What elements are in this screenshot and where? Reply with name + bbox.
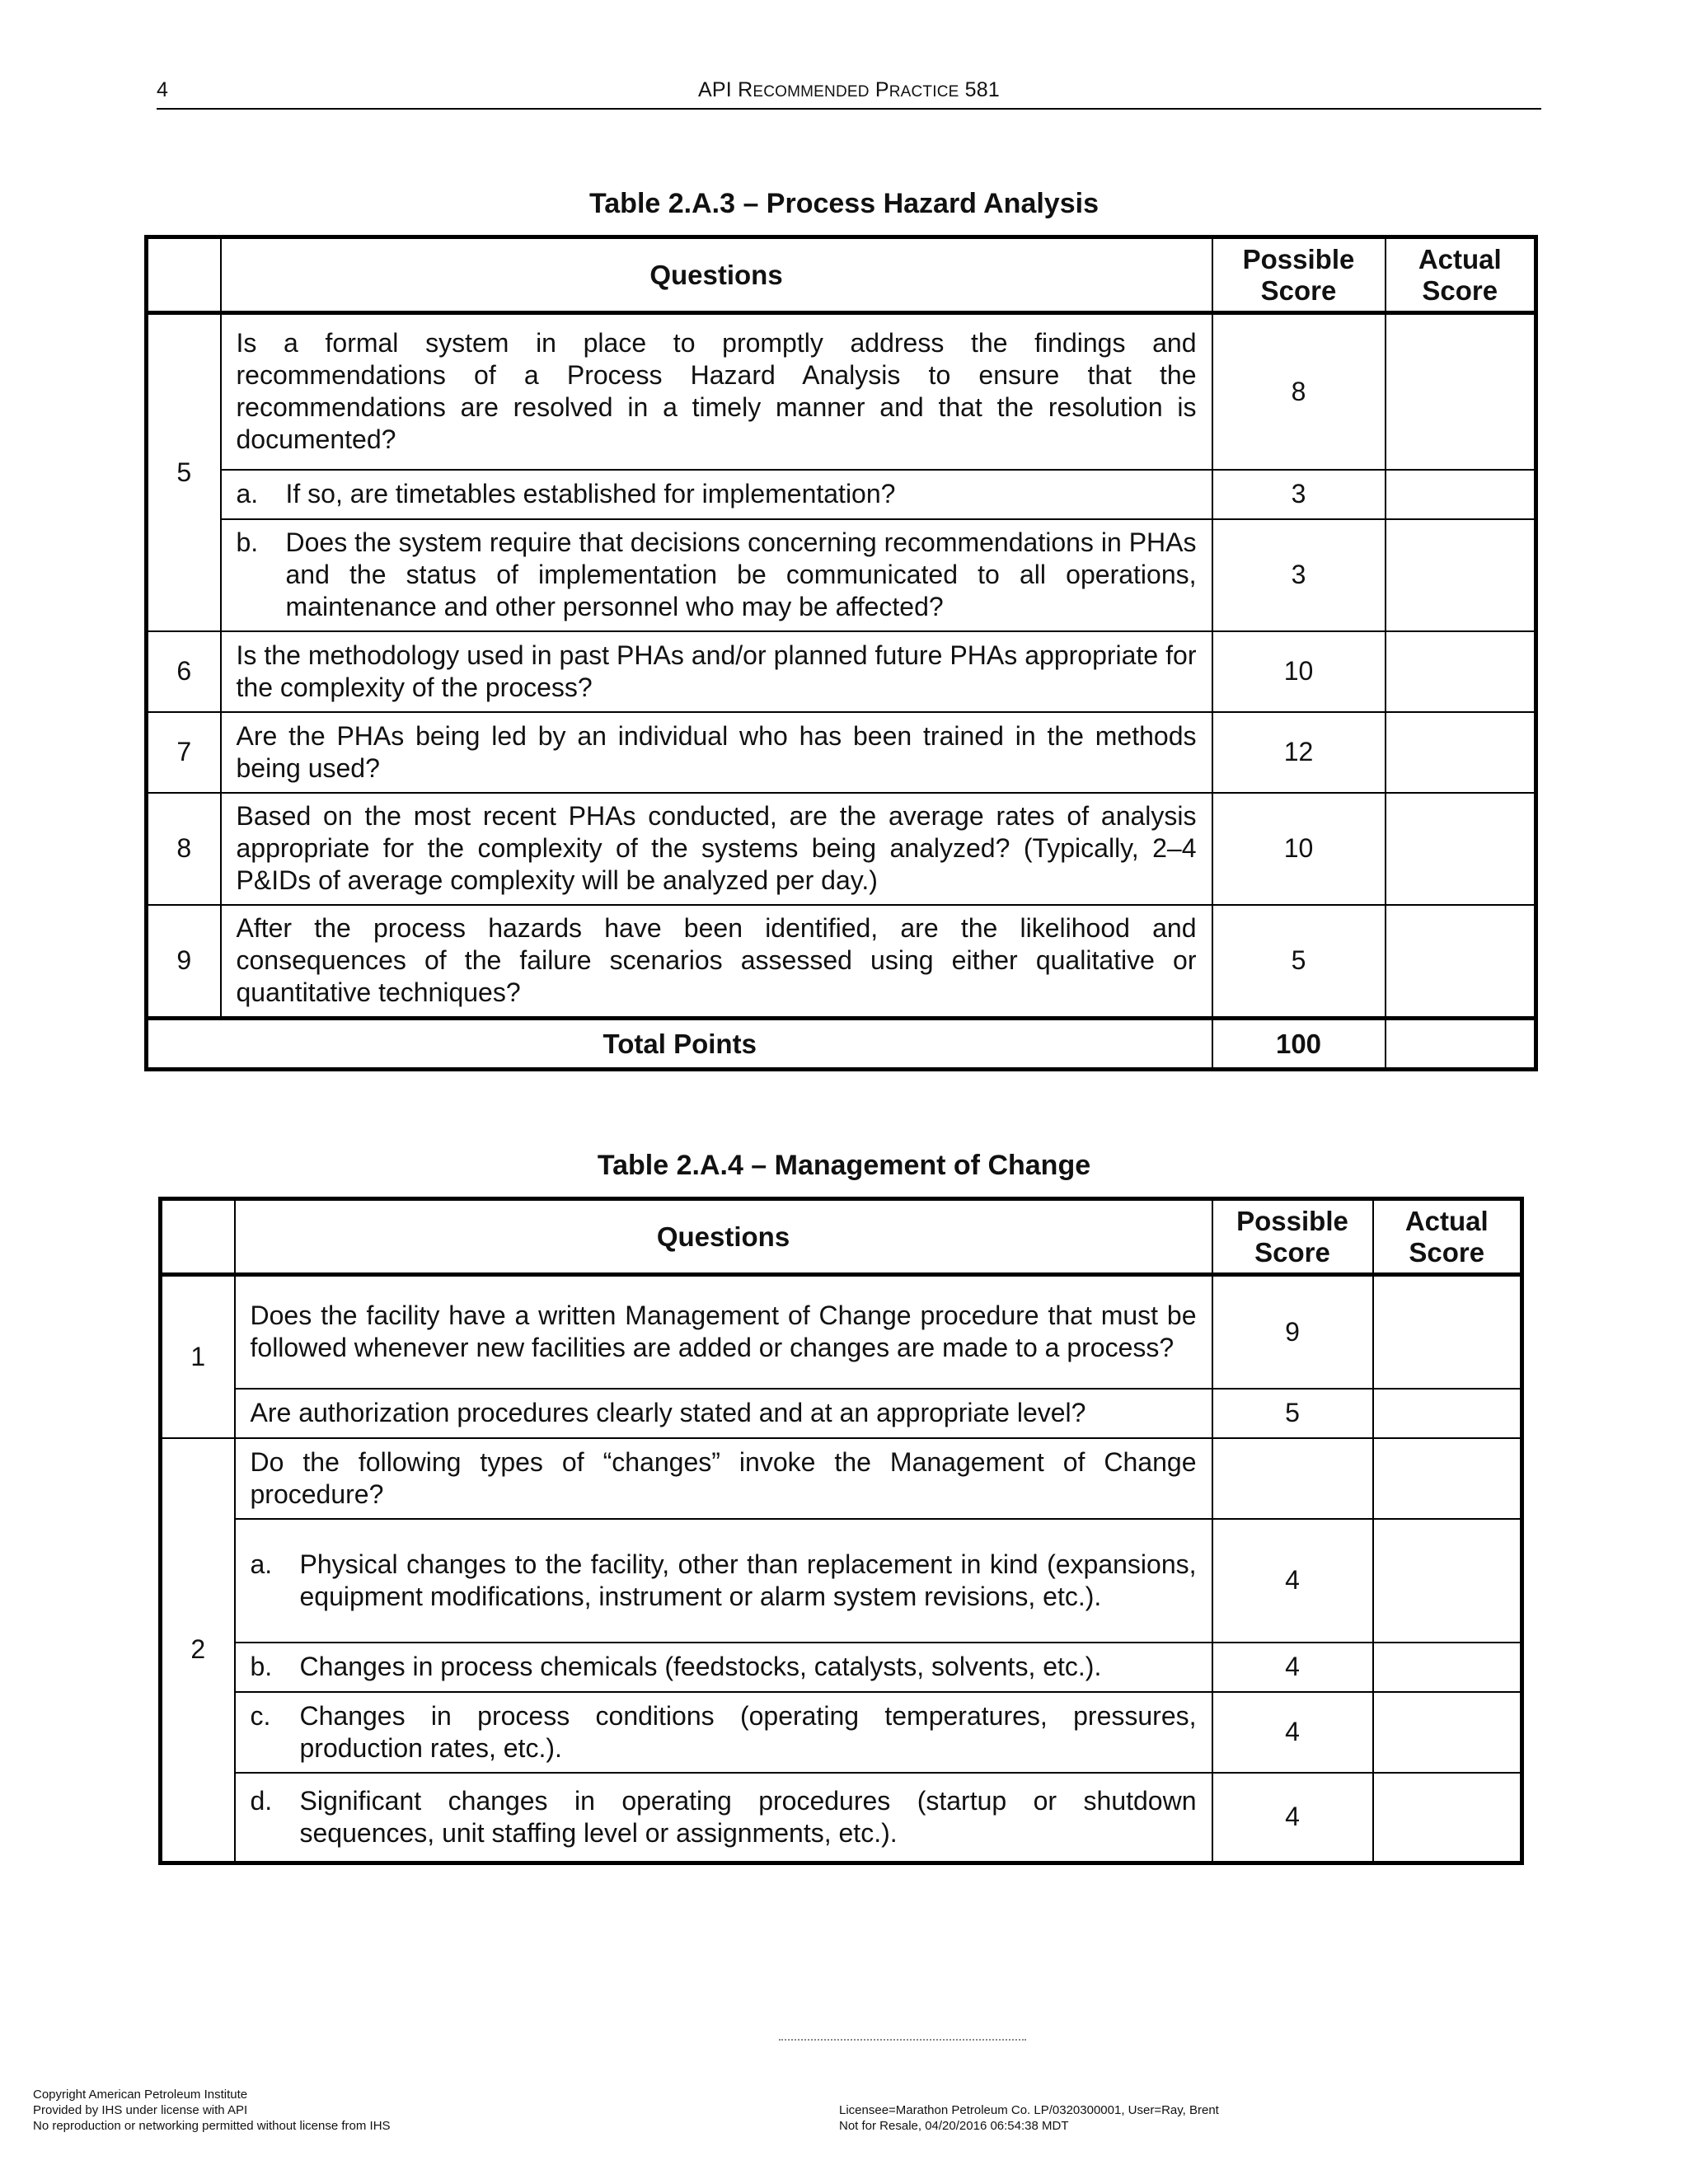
actual-score-cell[interactable] — [1386, 712, 1536, 793]
question-text: Do the following types of “changes” invoke the Management of Change procedure? — [235, 1438, 1212, 1519]
possible-score: 10 — [1212, 631, 1386, 712]
sub-question-letter: c. — [250, 1700, 271, 1731]
header-blank-cell — [161, 1199, 235, 1275]
header-possible-score: Possible Score — [1212, 1199, 1373, 1275]
actual-score-cell[interactable] — [1386, 905, 1536, 1019]
table-row — [147, 905, 1536, 1019]
possible-score — [1212, 1438, 1373, 1519]
table-row — [147, 470, 1536, 519]
possible-score: 5 — [1212, 1389, 1373, 1438]
sub-question — [221, 470, 1212, 519]
row-number: 5 — [147, 313, 221, 631]
possible-score: 4 — [1212, 1692, 1373, 1773]
running-title: API RECOMMENDED PRACTICE 581 — [698, 78, 1000, 101]
table-row — [161, 1643, 1522, 1692]
header-questions: Questions — [221, 237, 1212, 313]
sub-question-letter: b. — [236, 527, 259, 557]
question-text: Is the methodology used in past PHAs and/or planned future PHAs appropriate for the complexity of the process? — [221, 631, 1212, 712]
scan-artifact-divider — [779, 2039, 1026, 2044]
total-actual-score-cell[interactable] — [1386, 1019, 1536, 1070]
page-header — [157, 78, 1541, 110]
table-header-row — [161, 1199, 1522, 1275]
header-possible-score: Possible Score — [1212, 237, 1386, 313]
question-text: Does the facility have a written Management of Change procedure that must be followed whenever new facilities are added or changes are made to a process? — [235, 1275, 1212, 1389]
actual-score-cell[interactable] — [1386, 470, 1536, 519]
table-row — [161, 1275, 1522, 1389]
row-number: 9 — [147, 905, 221, 1019]
table-row — [161, 1389, 1522, 1438]
total-points-label: Total Points — [147, 1019, 1212, 1070]
sub-question — [235, 1519, 1212, 1643]
row-number: 6 — [147, 631, 221, 712]
table-header-row — [147, 237, 1536, 313]
total-row — [147, 1019, 1536, 1070]
actual-score-cell[interactable] — [1386, 519, 1536, 631]
sub-question-text: Physical changes to the facility, other than replacement in kind (expansions, equipment modifications, instrument or alarm system revisions, etc.). — [299, 1549, 1197, 1611]
actual-score-cell[interactable] — [1386, 313, 1536, 470]
row-number: 8 — [147, 793, 221, 905]
header-blank-cell — [147, 237, 221, 313]
total-possible-score: 100 — [1212, 1019, 1386, 1070]
actual-score-cell[interactable] — [1373, 1438, 1522, 1519]
sub-question — [235, 1643, 1212, 1692]
header-actual-score: Actual Score — [1386, 237, 1536, 313]
page-number: 4 — [157, 78, 168, 101]
actual-score-cell[interactable] — [1386, 631, 1536, 712]
actual-score-cell[interactable] — [1373, 1389, 1522, 1438]
possible-score: 4 — [1212, 1519, 1373, 1643]
possible-score: 5 — [1212, 905, 1386, 1019]
table-row — [161, 1519, 1522, 1643]
table-row — [147, 712, 1536, 793]
table-row — [161, 1692, 1522, 1773]
sub-question-text: Significant changes in operating procedures (startup or shutdown sequences, unit staffing level or assignments, etc.). — [299, 1785, 1197, 1848]
possible-score: 3 — [1212, 519, 1386, 631]
possible-score: 4 — [1212, 1773, 1373, 1863]
row-number: 2 — [161, 1438, 235, 1863]
sub-question-letter: d. — [250, 1785, 273, 1816]
sub-question-letter: a. — [250, 1549, 273, 1579]
table-row — [161, 1438, 1522, 1519]
possible-score: 8 — [1212, 313, 1386, 470]
table-row — [161, 1773, 1522, 1863]
question-text: Are authorization procedures clearly stated and at an appropriate level? — [235, 1389, 1212, 1438]
actual-score-cell[interactable] — [1373, 1692, 1522, 1773]
actual-score-cell[interactable] — [1373, 1643, 1522, 1692]
sub-question — [221, 519, 1212, 631]
actual-score-cell[interactable] — [1386, 793, 1536, 905]
sub-question-text: If so, are timetables established for implementation? — [285, 479, 896, 509]
footer-licensee: Licensee=Marathon Petroleum Co. LP/0320300001, User=Ray, Brent Not for Resale, 04/20/2016 06:54:38 MDT — [839, 2103, 1219, 2133]
moc-table — [158, 1197, 1524, 1865]
possible-score: 10 — [1212, 793, 1386, 905]
actual-score-cell[interactable] — [1373, 1519, 1522, 1643]
possible-score: 3 — [1212, 470, 1386, 519]
sub-question-letter: a. — [236, 479, 259, 509]
footer-copyright: Copyright American Petroleum Institute Provided by IHS under license with API No reproduction or networking permitted without license from IHS — [33, 2088, 391, 2133]
question-text: Based on the most recent PHAs conducted, are the average rates of analysis appropriate for the complexity of the systems being analyzed? (Typically, 2–4 P&IDs of average complexity will be analyzed per day.) — [221, 793, 1212, 905]
table-caption-pha: Table 2.A.3 – Process Hazard Analysis — [589, 188, 1099, 219]
sub-question — [235, 1773, 1212, 1863]
table-row — [147, 631, 1536, 712]
sub-question — [235, 1692, 1212, 1773]
table-row — [147, 313, 1536, 470]
question-text: After the process hazards have been identified, are the likelihood and consequences of the failure scenarios assessed using either qualitative or quantitative techniques? — [221, 905, 1212, 1019]
sub-question-letter: b. — [250, 1652, 273, 1681]
row-number: 7 — [147, 712, 221, 793]
possible-score: 4 — [1212, 1643, 1373, 1692]
table-row — [147, 519, 1536, 631]
actual-score-cell[interactable] — [1373, 1773, 1522, 1863]
header-actual-score: Actual Score — [1373, 1199, 1522, 1275]
sub-question-text: Changes in process conditions (operating temperatures, pressures, production rates, etc.). — [299, 1700, 1197, 1763]
sub-question-text: Changes in process chemicals (feedstocks, catalysts, solvents, etc.). — [299, 1652, 1102, 1681]
question-text: Are the PHAs being led by an individual who has been trained in the methods being used? — [221, 712, 1212, 793]
question-text: Is a formal system in place to promptly address the findings and recommendations of a Process Hazard Analysis to ensure that the recommendations are resolved in a timely manner and that the resolution is documented? — [221, 313, 1212, 470]
pha-table — [144, 235, 1538, 1071]
possible-score: 9 — [1212, 1275, 1373, 1389]
actual-score-cell[interactable] — [1373, 1275, 1522, 1389]
header-questions: Questions — [235, 1199, 1212, 1275]
table-row — [147, 793, 1536, 905]
sub-question-text: Does the system require that decisions concerning recommendations in PHAs and the status of implementation be communicated to all operations, maintenance and other personnel who may be affected? — [285, 527, 1197, 621]
table-caption-moc: Table 2.A.4 – Management of Change — [597, 1150, 1091, 1181]
row-number: 1 — [161, 1275, 235, 1438]
possible-score: 12 — [1212, 712, 1386, 793]
